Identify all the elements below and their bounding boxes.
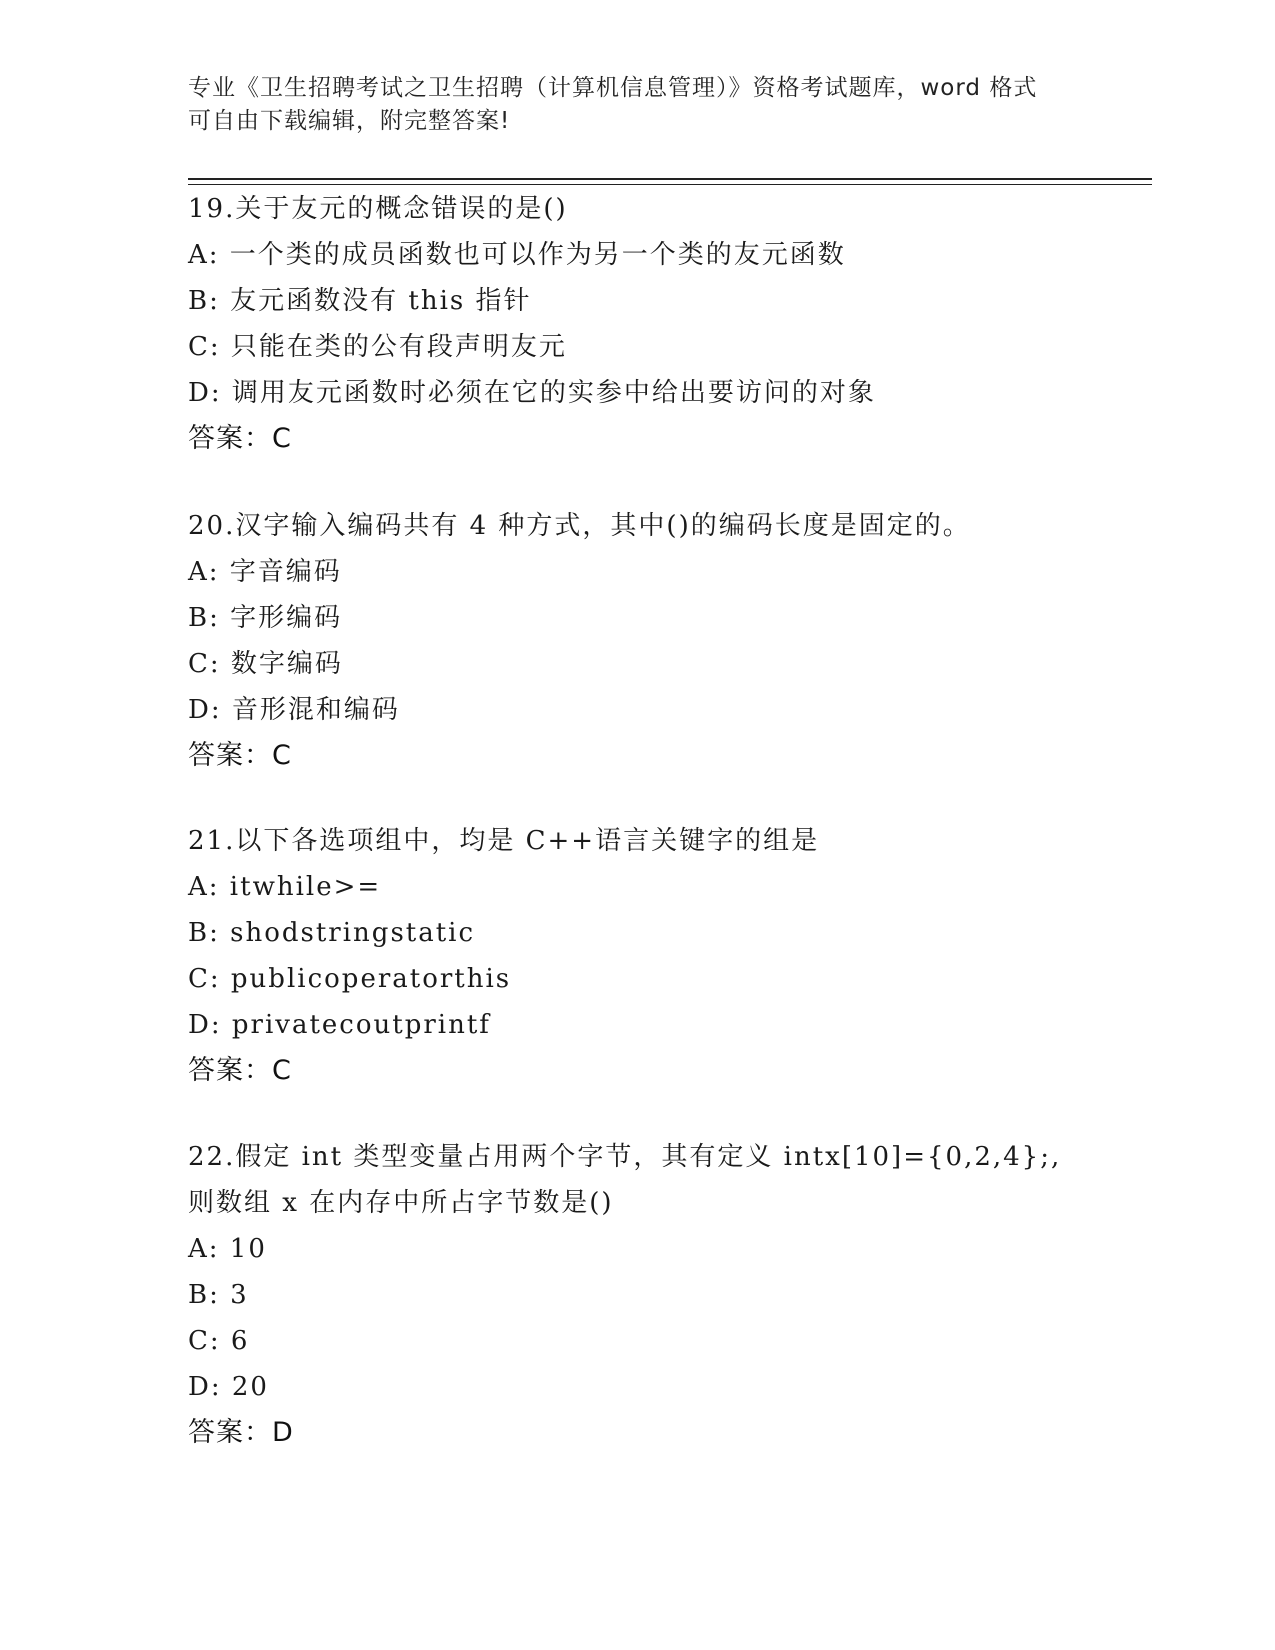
option-d: D: 调用友元函数时必须在它的实参中给出要访问的对象	[188, 378, 876, 408]
question-stem: 20.汉字输入编码共有 4 种方式，其中()的编码长度是固定的。	[188, 511, 971, 541]
header-line-1: 专业《卫生招聘考试之卫生招聘（计算机信息管理）》资格考试题库，word 格式	[188, 75, 1038, 101]
answer: 答案：C	[188, 740, 292, 771]
option-d: D: privatecoutprintf	[188, 1010, 491, 1040]
question-21	[188, 818, 1148, 1094]
option-a: A: 一个类的成员函数也可以作为另一个类的友元函数	[188, 240, 846, 270]
option-b: B: shodstringstatic	[188, 918, 476, 948]
answer: 答案：D	[188, 1417, 294, 1448]
question-stem: 21.以下各选项组中，均是 C++语言关键字的组是	[188, 826, 820, 856]
answer: 答案：C	[188, 1055, 292, 1086]
question-22	[188, 1134, 1148, 1456]
option-c: C: 数字编码	[188, 649, 343, 679]
header-line-2: 可自由下载编辑，附完整答案!	[188, 108, 511, 134]
option-d: D: 音形混和编码	[188, 695, 400, 725]
option-a: A: itwhile>=	[188, 872, 382, 902]
question-stem-line-1: 22.假定 int 类型变量占用两个字节，其有定义 intx[10]={0,2,4};,	[188, 1142, 1062, 1172]
question-stem: 19.关于友元的概念错误的是()	[188, 194, 568, 224]
header-divider-thick	[188, 178, 1152, 180]
question-20	[188, 503, 1148, 779]
option-a: A: 字音编码	[188, 557, 342, 587]
header-divider-thin	[188, 184, 1152, 185]
option-d: D: 20	[188, 1372, 269, 1402]
document-header	[188, 72, 1088, 138]
question-19	[188, 186, 1148, 462]
option-c: C: 只能在类的公有段声明友元	[188, 332, 567, 362]
answer: 答案：C	[188, 423, 292, 454]
option-a: A: 10	[188, 1234, 267, 1264]
option-b: B: 3	[188, 1280, 249, 1310]
option-c: C: 6	[188, 1326, 250, 1356]
option-b: B: 字形编码	[188, 603, 343, 633]
option-b: B: 友元函数没有 this 指针	[188, 286, 532, 316]
question-stem-line-2: 则数组 x 在内存中所占字节数是()	[188, 1188, 614, 1218]
option-c: C: publicoperatorthis	[188, 964, 512, 994]
